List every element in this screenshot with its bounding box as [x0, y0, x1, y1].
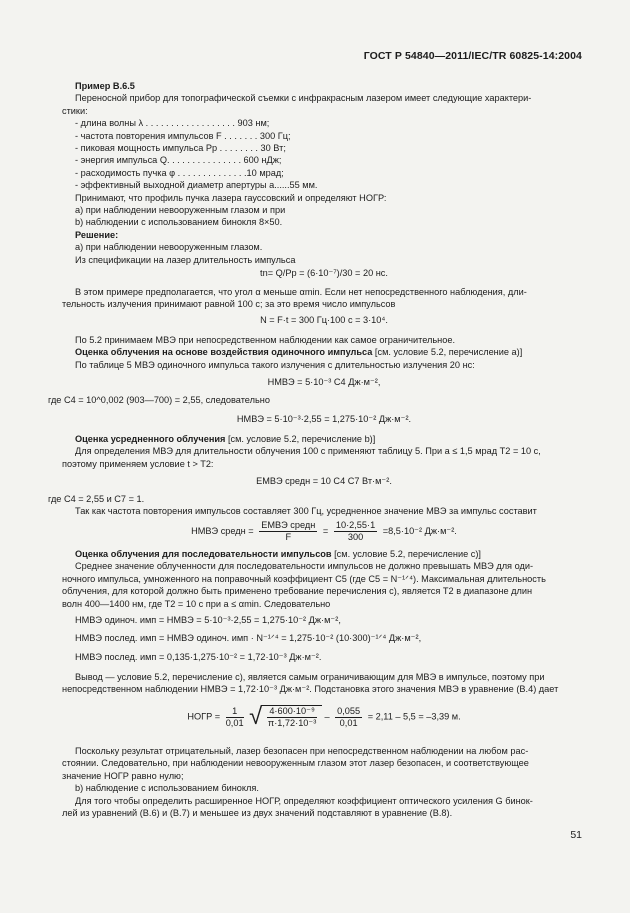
nogr-rhs: = 2,11 – 5,5 = –3,39 м. — [367, 711, 461, 722]
example-block — [62, 80, 586, 266]
f-avg-lhs: HМВЭ средн = — [191, 525, 254, 536]
formula-tn: tn= Q/Pp = (6·10⁻⁷)/30 = 20 нс. — [260, 268, 388, 278]
formula-nogr: НОГР = $\frac{1}{0,01}$ √ $\frac{\text{4·600·10⁻⁹}}{\text{π·1,72·10⁻³}}$ – $\frac{0,055}{0,01}$ = 2,11 – 5,5 = –3,39 м. — [187, 703, 461, 730]
paragraph-table5: По таблице 5 МВЭ одиночного импульса такого излучения с длительностью излучения 20 нс: — [75, 359, 475, 370]
sequence-formulas — [75, 614, 599, 663]
paragraph-angle: В этом примере предполагается, что угол α меньше αmin. Если нет непосредственного наблюдения, дли- тельность излучения принимают равной 100 с; за это время число импульсов — [62, 287, 527, 310]
formula-E: EМВЭ средн = 10 C4 C7 Вт·м⁻². — [256, 476, 392, 486]
spec-item: - пиковая мощность импульса Pp . . . . . . . . 30 Вт; — [75, 143, 286, 154]
formula-h5: HМВЭ послед. имп = 0,135·1,275·10⁻² = 1,72·10⁻³ Дж·м⁻². — [75, 651, 322, 662]
fraction: $\frac{0,055}{0,01}$ — [337, 705, 361, 728]
paragraph-t2-2: поэтому применяем условие t > T2: — [62, 458, 214, 469]
example-title: Пример В.6.5 — [75, 81, 135, 91]
formula-H2: HМВЭ = 5·10⁻³·2,55 = 1,275·10⁻² Дж·м⁻². — [236, 414, 412, 424]
intro-line-1: Переносной прибор для топографической съемки с инфракрасным лазером имеет следующие характери- — [75, 93, 532, 104]
section-average — [62, 433, 586, 470]
binocular-case: b) наблюдение с использованием бинокля. — [75, 783, 259, 794]
paragraph-conclusion: Вывод — условие 5.2, перечисление c), является самым ограничивающим для МВЭ в импульсе, поэтому при непосредственном наблюдении HМВЭ = 1,72·10⁻³ Дж·м⁻². Подстановка этого значения МВЭ в уравнение (В.4) дает — [62, 672, 559, 695]
f-avg-rhs: =8,5·10⁻² Дж·м⁻². — [382, 525, 457, 536]
c4-c7-line: где C4 = 2,55 и C7 = 1. — [48, 494, 145, 504]
spec-item: - длина волны λ . . . . . . . . . . . . . . . . . . 903 нм; — [75, 118, 270, 129]
fraction: $\frac{\text{EМВЭ средн}}{F}$ — [261, 520, 316, 542]
solution-spec: Из спецификации на лазер длительность импульса — [75, 254, 296, 265]
fraction: $\frac{1}{0,01}$ — [225, 705, 244, 728]
spec-item: - расходимость пучка φ . . . . . . . . . . . . . .10 мрад; — [75, 167, 284, 178]
formula-H1: HМВЭ = 5·10⁻³ C4 Дж·м⁻², — [267, 377, 381, 387]
paragraph-t2-1: Для определения МВЭ для длительности облучения 100 с применяют таблицу 5. При a ≤ 1,5 мрад T2 = 10 с, — [75, 446, 541, 457]
paragraph-safe: Поскольку результат отрицательный, лазер безопасен при непосредственном наблюдении на любом рас- стоянии. Следовательно, при наблюдении невооруженным глазом этот лазер безопасен, и соответствующее значение НОГР равно нулю; b) наблюдение с использованием бинокля. Для того чтобы определить расширенное НОГР, определяют коэффициент оптического усиления G бинок- лей из уравнений (В.6) и (В.7) и меньшее из двух значений подставляют в уравнение (В.8). — [62, 745, 586, 819]
heading-single-pulse: Оценка облучения на основе воздействия одиночного импульса [см. условие 5.2, перечисление a)] — [75, 347, 523, 358]
intro-line-2: стики: — [62, 105, 88, 116]
fraction: $\frac{10\cdot 2,55\cdot 1}{300}$ — [335, 520, 376, 542]
heading-average: Оценка усредненного облучения [см. условие 5.2, перечисление b)] — [75, 434, 376, 444]
solution-a: a) при наблюдении невооруженным глазом. — [75, 242, 263, 253]
spec-item: - частота повторения импульсов F . . . . . . . 300 Гц; — [75, 130, 291, 141]
spec-item: - эффективный выходной диаметр апертуры a......55 мм. — [75, 180, 318, 191]
case-b: b) наблюдении с использованием бинокля 8×50. — [75, 217, 283, 228]
radicand: $\frac{\text{4·600·10⁻⁹}}{\text{π·1,72·10⁻³}}$ — [262, 705, 322, 729]
c4-line: где C4 = 10^0,002 (903—700) = 2,55, следовательно — [48, 395, 270, 405]
section-sequence: Оценка облучения для последовательности импульсов [см. условие 5.2, перечисление c)] Среднее значение облученности для последовательности импульсов не должно превышать МВЭ для оди- ночного импульса, умноженного на поправочный коэффициент C5 (где C5 = N⁻¹ᐟ⁴). Максимальная длительность облучения, для которой должно быть применено требование перечисления c), является T2 в диапазоне длин волн 400—1400 нм, где T2 = 10 с при a ≤ αmin. Следовательно — [62, 548, 586, 610]
spec-item: - энергия импульса Q. . . . . . . . . . . . . . . 600 нДж; — [75, 155, 282, 166]
formula-h3: HМВЭ одиноч. имп = HМВЭ = 5·10⁻³·2,55 = 1,275·10⁻² Дж·м⁻², — [75, 615, 341, 625]
spec-list — [62, 117, 586, 191]
formula-average: HМВЭ средн = $\frac{\text{EМВЭ средн}}{F}$ = $\frac{10\cdot 2,55\cdot 1}{300}$ =8,5·10⁻² Дж·м⁻². — [191, 520, 457, 542]
formula-h4: HМВЭ послед. имп = HМВЭ одиноч. имп · N⁻¹ᐟ⁴ = 1,275·10⁻² (10·300)⁻¹ᐟ⁴ Дж·м⁻², — [75, 633, 422, 644]
standard-header: ГОСТ Р 54840—2011/IEC/TR 60825-14:2004 — [363, 50, 582, 62]
section-single-pulse — [62, 334, 586, 371]
paragraph-restrictive: По 5.2 принимаем МВЭ при непосредственном наблюдении как самое ограничительное. — [75, 335, 456, 345]
heading-sequence: Оценка облучения для последовательности импульсов [см. условие 5.2, перечисление c)] — [75, 549, 481, 559]
page-number: 51 — [570, 829, 582, 841]
formula-N: N = F·t = 300 Гц·100 с = 3·10⁴. — [260, 315, 388, 325]
assume-text: Принимают, что профиль пучка лазера гауссовский и определяют НОГР: — [75, 192, 387, 203]
sqrt-sign: √ — [249, 703, 263, 730]
solution-title: Решение: — [75, 229, 119, 240]
nogr-lhs: НОГР = — [187, 711, 221, 722]
case-a: a) при наблюдении невооруженным глазом и при — [75, 205, 286, 216]
paragraph-frequency: Так как частота повторения импульсов составляет 300 Гц, усредненное значение МВЭ за импульс составит — [75, 506, 537, 516]
